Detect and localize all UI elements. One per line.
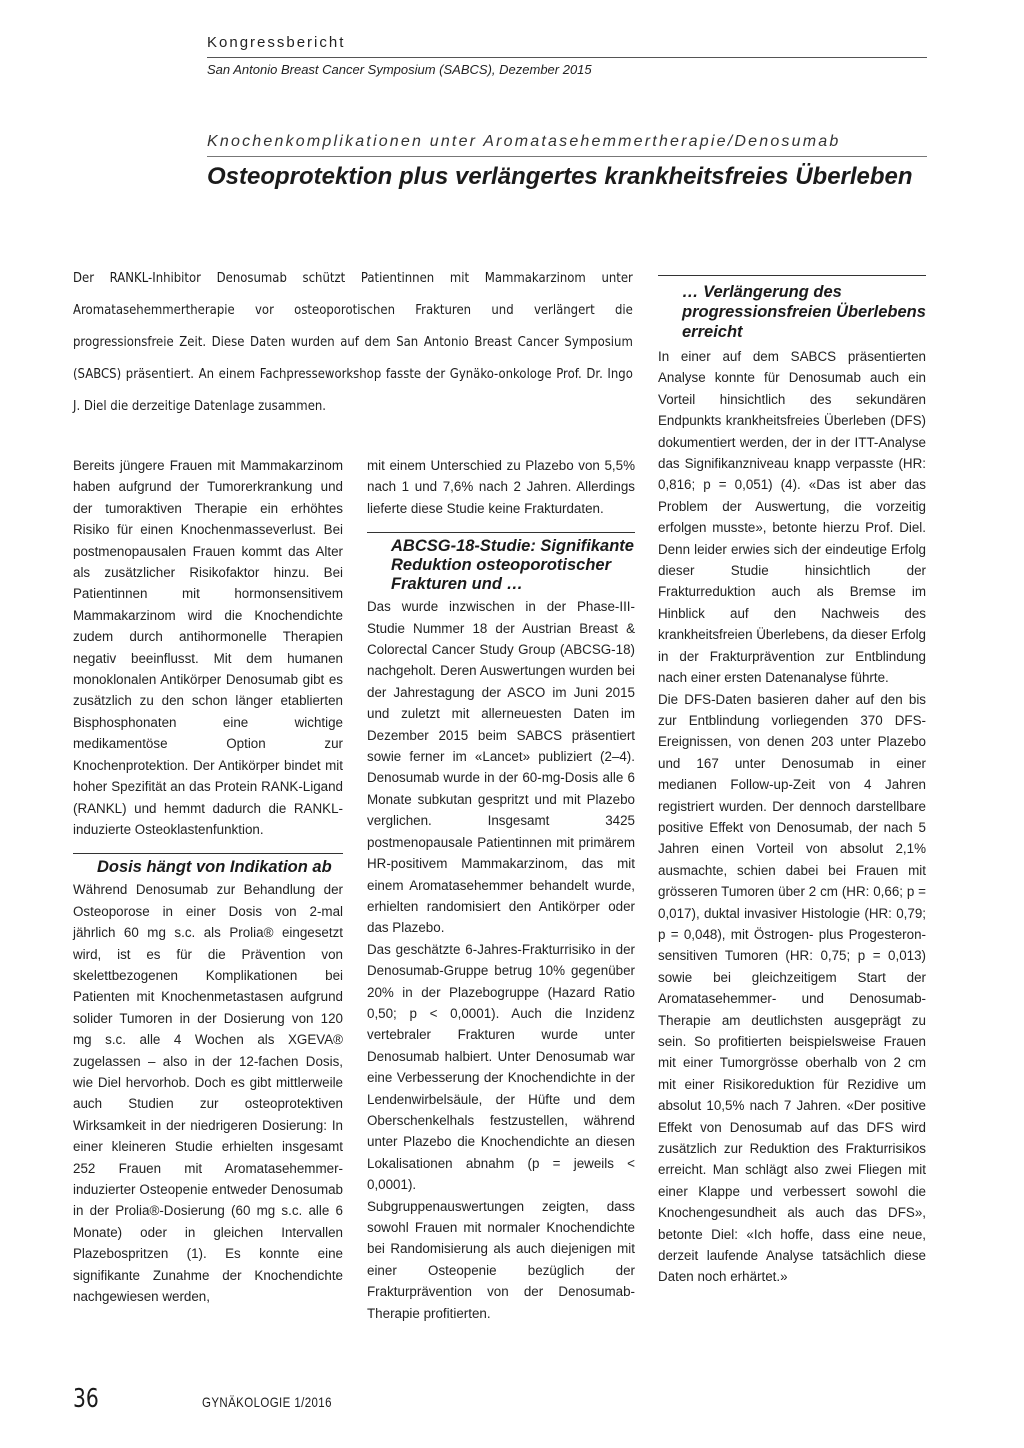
section-label: Kongressbericht [207, 34, 346, 51]
journal-name: GYNÄKOLOGIE 1/2016 [202, 1394, 332, 1410]
topic-rule [207, 156, 927, 157]
column-2 [367, 455, 635, 1324]
subheading-text: Dosis hängt von Indikation ab [97, 858, 332, 877]
paragraph: In einer auf dem SABCS präsentierten Analyse konnte für Denosumab auch ein Vorteil hinsichtlich des sekundären Endpunkts krankheitsfreies Überleben (DFS) dokumentiert werden, der in der ITT-Analyse das Signifikanzniveau knapp verpasste (HR: 0,816; p = 0,051) (4). «Das ist aber das Problem der Auswertung, die vorzeitig erfolgen musste», betonte hierzu Prof. Diel. Denn leider erwies sich der eindeutige Erfolg dieser Studie hinsichtlich der Frakturreduktion auch als Bremse im Hinblick auf den Nachweis des krankheitsfreien Überlebens, da dieser Erfolg in der Frakturprävention zur Entblindung nach einer ersten Datenanalyse führte. [658, 349, 926, 686]
paragraph: Das wurde inzwischen in der Phase-III-Studie Nummer 18 der Austrian Breast & Colorectal Cancer Study Group (ABCSG-18) nachgeholt. Deren Auswertungen wurden bei der Jahrestagung der ASCO im Juni 2015 und zuletzt mit allerneuesten Daten im Dezember 2015 beim SABCS präsentiert sowie ferner im «Lancet» publiziert (2–4). Denosumab wurde in der 60-mg-Dosis alle 6 Monate subkutan gespritzt und mit Plazebo verglichen. Insgesamt 3425 postmenopausale Patientinnen mit primärem HR-positivem Mammakarzinom, das mit einem Aromatasehemmer behandelt wurde, erhielten randomisiert den Antikörper oder das Plazebo. [367, 599, 635, 936]
subheading [73, 853, 343, 877]
subheading-text: ABCSG-18-Studie: Signifikante Reduktion osteoporotischer Frakturen und … [391, 537, 634, 594]
column-1 [73, 455, 343, 1307]
event-name: San Antonio Breast Cancer Symposium (SABCS), Dezember 2015 [207, 62, 592, 77]
article-title: Osteoprotektion plus verlängertes krankheitsfreies Überleben [207, 163, 913, 190]
column-3 [658, 346, 926, 1288]
paragraph: Das geschätzte 6-Jahres-Frakturrisiko in der Denosumab-Gruppe betrug 10% gegenüber 20% in der Plazebogruppe (Hazard Ratio 0,50; p < 0,0001). Auch die Inzidenz vertebraler Frakturen wurde unter Denosumab halbiert. Unter Denosumab war eine Verbesserung der Knochendichte in der Lendenwirbelsäule, der Hüfte und dem Oberschenkelhals festzustellen, während unter Plazebo die Knochendichte an diesen Lokalisationen abnahm (p = jeweils < 0,0001). [367, 941, 635, 1193]
paragraph: Subgruppenauswertungen zeigten, dass sowohl Frauen mit normaler Knochendichte bei Randomisierung als auch diejenigen mit einer Osteopenie bezüglich der Frakturprävention von der Denosumab-Therapie profitierten. [367, 1198, 635, 1321]
subheading [367, 532, 635, 594]
header-rule [207, 57, 927, 58]
paragraph: mit einem Unterschied zu Plazebo von 5,5% nach 1 und 7,6% nach 2 Jahren. Allerdings lieferte diese Studie keine Frakturdaten. [367, 458, 635, 516]
article-topic: Knochenkomplikationen unter Aromatasehemmertherapie/Denosumab [207, 133, 841, 150]
article-lead: Der RANKL-Inhibitor Denosumab schützt Patientinnen mit Mammakarzinom unter Aromatasehemmertherapie vor osteoporotischen Frakturen und verlängert die progressionsfreie Zeit. Diese Daten wurden auf dem San Antonio Breast Cancer Symposium (SABCS) präsentiert. An einem Fachpresseworkshop fasste der Gynäko-onkologe Prof. Dr. Ingo J. Diel die derzeitige Datenlage zusammen. [73, 270, 633, 414]
paragraph: Bereits jüngere Frauen mit Mammakarzinom haben aufgrund der Tumorerkrankung und der tumoraktiven Therapie ein erhöhtes Risiko für einen Knochenmasseverlust. Bei postmenopausalen Frauen kommt das Alter als zusätzlicher Risikofaktor hinzu. Bei Patientinnen mit hormonsensitivem Mammakarzinom wird die Knochendichte zudem durch antihormonelle Therapien negativ beeinflusst. Mit dem humanen monoklonalen Antikörper Denosumab gibt es zusätzlich zu den schon länger etablierten Bisphosphonaten eine wichtige medikamentöse Option zur Knochenprotektion. Der Antikörper bindet mit hoher Spezifität an das Protein RANK-Ligand (RANKL) und hemmt dadurch die RANKL-induzierte Osteoklastenfunktion. [73, 458, 343, 837]
page-number: 36 [73, 1384, 99, 1414]
paragraph: Während Denosumab zur Behandlung der Osteoporose in einer Dosis von 2-mal jährlich 60 mg s.c. als Prolia® eingesetzt wird, ist es für die Prävention von skelettbezogenen Komplikationen bei Patienten mit Knochenmetastasen aufgrund solider Tumoren in der Dosierung von 120 mg s.c. alle 4 Wochen als XGEVA® zugelassen – also in der 12-fachen Dosis, wie Diel hervorhob. Doch es gibt mittlerweile auch Studien zur osteoprotektiven Wirksamkeit in der niedrigeren Dosierung: In einer kleineren Studie erhielten insgesamt 252 Frauen mit Aromatasehemmer-induzierter Osteopenie entweder Denosumab in der Prolia®-Dosierung (60 mg s.c. alle 6 Monate) oder in gleichen Intervallen Plazebospritzen (1). Es konnte eine signifikante Zunahme der Knochendichte nachgewiesen werden, [73, 882, 343, 1305]
running-header [207, 34, 927, 77]
paragraph: Die DFS-Daten basieren daher auf den bis zur Entblindung vorliegenden 370 DFS-Ereignissen, von denen 203 unter Plazebo und 167 unter Denosumab in einer medianen Follow-up-Zeit von 4 Jahren registriert wurden. Der dennoch darstellbare positive Effekt von Denosumab, der nach 5 Jahren einen Vorteil von absolut 2,1% ausmachte, schien dabei bei Frauen mit grösseren Tumoren über 2 cm (HR: 0,66; p = 0,017), duktal invasiver Histologie (HR: 0,79; p = 0,048), mit Östrogen- plus Progesteron-sensitiven Tumoren (HR: 0,75; p = 0,013) sowie bei gleichzeitigem Start der Aromatasehemmer- und Denosumab-Therapie am deutlichsten ausgeprägt zu sein. So profitierten beispielsweise Frauen mit einer Tumorgrösse oberhalb von 2 cm mit einer Risikoreduktion für Rezidive um absolut 10,5% nach 7 Jahren. «Der positive Effekt von Denosumab auf das DFS wird zusätzlich zur Reduktion des Frakturrisikos erreicht. Man schlägt also zwei Fliegen mit einer Klappe und verbessert sowohl die Knochengesundheit als auch das DFS», betonte Diel: «Ich hoffe, dass eine neue, derzeit laufende Analyse tatsächlich diese Daten noch erhärtet.» [658, 691, 926, 1285]
subheading-text: … Verlängerung des progressionsfreien Überlebens erreicht [682, 283, 926, 341]
column-3-subheading [658, 275, 926, 342]
